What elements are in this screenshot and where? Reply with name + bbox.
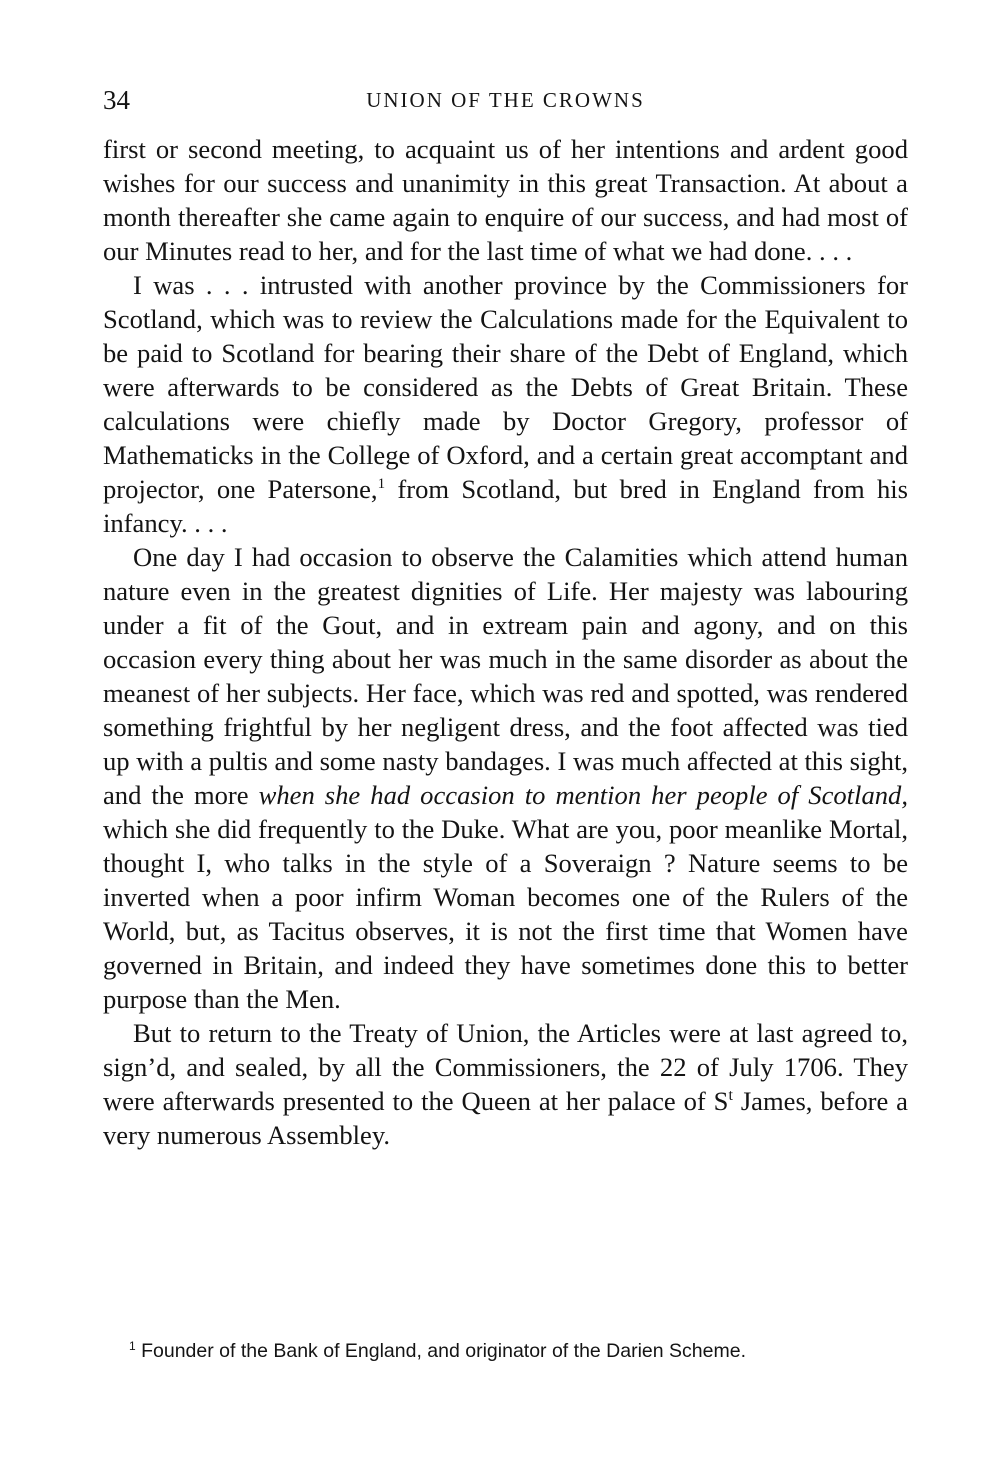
paragraph-2-text-a: I was . . . intrusted with another province by the Commissioners for Scotland, which was to review the Calculations made for the Equivalent to be paid to Scotland for bearing their share of the Debt of England, which were afterwards to be considered as the Debts of Great Britain. These calculations were chiefly made by Doctor Gregory, professor of Mathematicks in the College of Oxford, and a certain great accomptant and projector, one Patersone, [103, 270, 908, 504]
body-text [103, 132, 908, 1152]
paragraph-1 [103, 132, 908, 268]
paragraph-2-text-b: from Scotland, but bred in England from his infancy. . . . [103, 474, 908, 538]
paragraph-2 [103, 268, 908, 540]
page-number: 34 [103, 85, 130, 115]
paragraph-4 [103, 1016, 908, 1152]
running-head: UNION OF THE CROWNS [366, 88, 645, 112]
paragraph-3-text-b: which she did frequently to the Duke. What are you, poor meanlike Mortal, thought I, who talks in the style of a Soveraign ? Nature seems to be inverted when a poor infirm Woman becomes one of the Rulers of the World, but, as Tacitus observes, it is not the first time that Women have governed in Britain, and indeed they have sometimes done this to better purpose than the Men. [103, 814, 908, 1014]
footnote-mark: 1 [129, 1339, 136, 1353]
page-header [103, 82, 908, 118]
paragraph-3-text-a: One day I had occasion to observe the Calamities which attend human nature even in the greatest dignities of Life. Her majesty was labouring under a fit of the Gout, and in extream pain and agony, and on this occasion every thing about her was much in the same disorder as about the meanest of her subjects. Her face, which was red and spotted, was rendered something frightful by her negligent dress, and the foot affected was tied up with a pultis and some nasty bandages. I was much affected at this sight, and the more [103, 542, 908, 810]
footnote-reference: 1 [377, 476, 386, 492]
paragraph-3 [103, 540, 908, 1016]
paragraph-1-text: first or second meeting, to acquaint us of her intentions and ardent good wishes for our success and unanimity in this great Transaction. At about a month thereafter she came again to enquire of our success, and had most of our Minutes read to her, and for the last time of what we had done. . . . [103, 134, 908, 266]
paragraph-4-text-a: But to return to the Treaty of Union, the Articles were at last agreed to, sign’d, and sealed, by all the Commissioners, the 22 of July 1706. They were afterwards presented to the Queen at her palace of S [103, 1018, 908, 1116]
paragraph-3-italic-phrase: when she had occasion to mention her people of Scotland, [258, 780, 908, 810]
saint-abbreviation-superscript: t [728, 1087, 733, 1104]
footnote-text: Founder of the Bank of England, and originator of the Darien Scheme. [135, 1340, 746, 1362]
paragraph-4-text-b: James, before a very numerous Assembley. [103, 1086, 908, 1150]
footnote [103, 1339, 908, 1363]
